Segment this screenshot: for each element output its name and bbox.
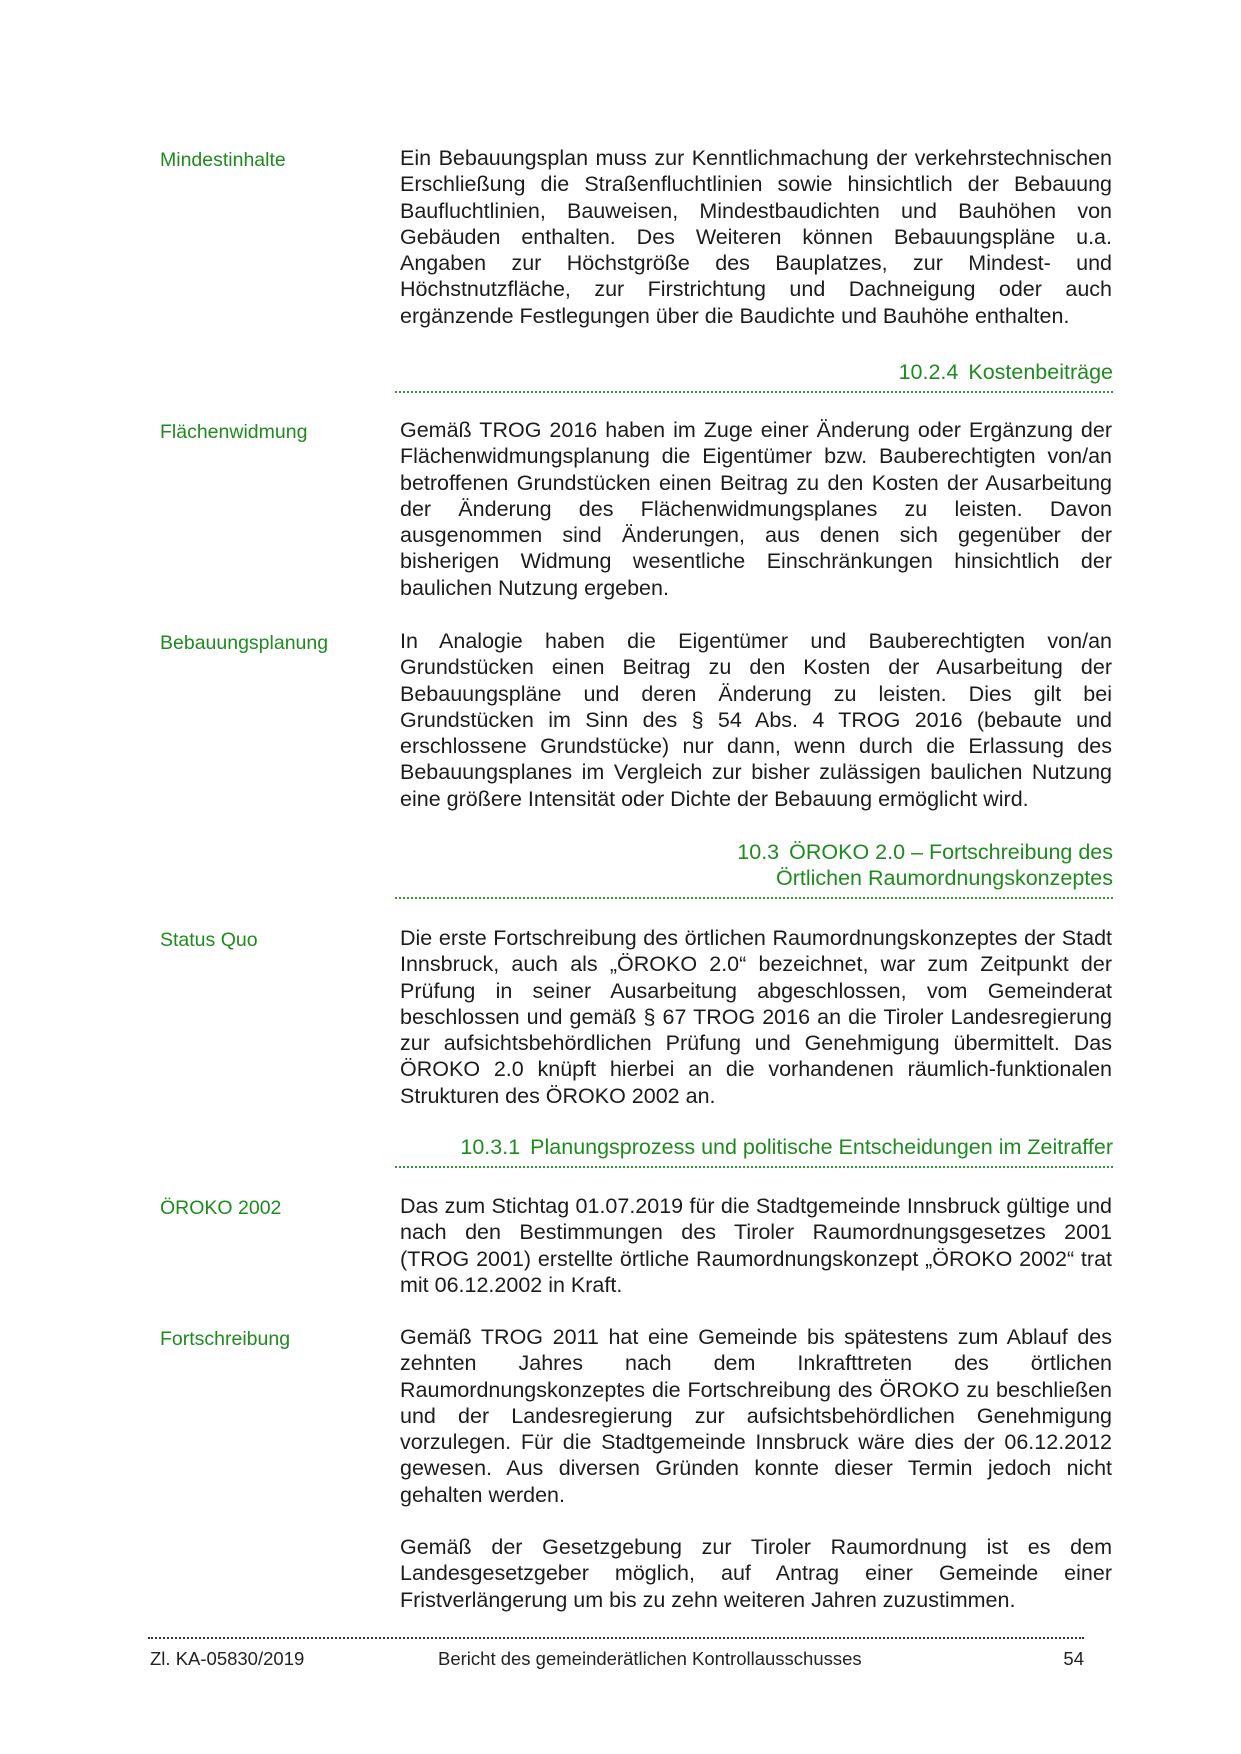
footer-title: Bericht des gemeinderätlichen Kontrollausschusses: [438, 1648, 862, 1669]
side-label: ÖROKO 2002: [160, 1197, 282, 1219]
heading-number: 10.3: [737, 840, 780, 864]
paragraph: In Analogie haben die Eigentümer und Bauberechtigten von/an Grundstücken einen Beitrag zu den Kosten der Ausarbeitung der Bebauungspläne und deren Änderung zu leisten. Dies gilt bei Grundstücken im Sinn des § 54 Abs. 4 TROG 2016 (bebaute und erschlossene Grundstücke) nur dann, wenn durch die Erlassung des Bebauungsplanes im Vergleich zur bisher zulässigen baulichen Nutzung eine größere Intensität oder Dichte der Bebauung ermöglicht wird.: [400, 629, 1112, 811]
paragraph: Gemäß TROG 2016 haben im Zuge einer Änderung oder Ergänzung der Flächenwidmungsplanung die Eigentümer bzw. Bauberechtigten von/an betroffenen Grundstücken einen Beitrag zu den Kosten der Ausarbeitung der Änderung des Flächenwidmungsplanes zu leisten. Davon ausgenommen sind Änderungen, aus denen sich gegenüber der bisherigen Widmung wesentliche Einschränkungen hinsichtlich der baulichen Nutzung ergeben.: [400, 418, 1112, 600]
page-number: 54: [1063, 1648, 1084, 1669]
paragraph: Ein Bebauungsplan muss zur Kenntlichmachung der verkehrstechnischen Erschließung die Straßenfluchtlinien sowie hinsichtlich der Bebauung Baufluchtlinien, Bauweisen, Mindestbaudichten und Bauhöhen von Gebäuden enthalten. Des Weiteren können Bebauungspläne u.a. Angaben zur Höchstgröße des Bauplatzes, zur Mindest- und Höchstnutzfläche, zur Firstrichtung und Dachneigung oder auch ergänzende Festlegungen über die Baudichte und Bauhöhe enthalten.: [400, 146, 1112, 328]
paragraph: Die erste Fortschreibung des örtlichen Raumordnungskonzeptes der Stadt Innsbruck, auch als „ÖROKO 2.0“ bezeichnet, war zum Zeitpunkt der Prüfung in seiner Ausarbeitung abgeschlossen, vom Gemeinderat beschlossen und gemäß § 67 TROG 2016 an die Tiroler Landesregierung zur aufsichtsbehördlichen Prüfung und Genehmigung übermittelt. Das ÖROKO 2.0 knüpft hierbei an die vorhandenen räumlich-funktionalen Strukturen des ÖROKO 2002 an.: [400, 926, 1112, 1108]
side-label: Flächenwidmung: [160, 421, 308, 443]
section-heading-10-2-4: [395, 359, 1113, 393]
section-heading-10-3-1: [395, 1134, 1113, 1168]
heading-title: Planungsprozess und politische Entscheidungen im Zeitraffer: [530, 1135, 1113, 1159]
heading-line-1: [395, 839, 1113, 865]
paragraph-2: Gemäß der Gesetzgebung zur Tiroler Raumordnung ist es dem Landesgesetzgeber möglich, auf Antrag einer Gemeinde einer Fristverlängerung um bis zu zehn weiteren Jahren zuzustimmen.: [400, 1535, 1112, 1612]
heading-title: Kostenbeiträge: [968, 360, 1113, 384]
footer-divider: [148, 1637, 1084, 1639]
heading-title-line-1: ÖROKO 2.0 – Fortschreibung des: [789, 840, 1113, 864]
document-reference: Zl. KA-05830/2019: [150, 1648, 305, 1669]
section-heading-10-3: [395, 839, 1113, 899]
heading-title-line-2: Örtlichen Raumordnungskonzeptes: [775, 866, 1113, 890]
side-label: Fortschreibung: [160, 1328, 291, 1350]
side-label: Mindestinhalte: [160, 149, 286, 171]
side-label: Bebauungsplanung: [160, 632, 329, 654]
side-label: Status Quo: [160, 929, 258, 951]
heading-number: 10.2.4: [898, 360, 959, 384]
paragraph: Gemäß TROG 2011 hat eine Gemeinde bis spätestens zum Ablauf des zehnten Jahres nach dem Inkrafttreten des örtlichen Raumordnungskonzeptes die Fortschreibung des ÖROKO zu beschließen und der Landesregierung zur aufsichtsbehördlichen Genehmigung vorzulegen. Für die Stadtgemeinde Innsbruck wäre dies der 06.12.2012 gewesen. Aus diversen Gründen konnte dieser Termin jedoch nicht gehalten werden.: [400, 1325, 1112, 1507]
paragraph: Das zum Stichtag 01.07.2019 für die Stadtgemeinde Innsbruck gültige und nach den Bestimmungen des Tiroler Raumordnungsgesetzes 2001 (TROG 2001) erstellte örtliche Raumordnungskonzept „ÖROKO 2002“ trat mit 06.12.2002 in Kraft.: [400, 1194, 1112, 1297]
heading-number: 10.3.1: [460, 1135, 521, 1159]
